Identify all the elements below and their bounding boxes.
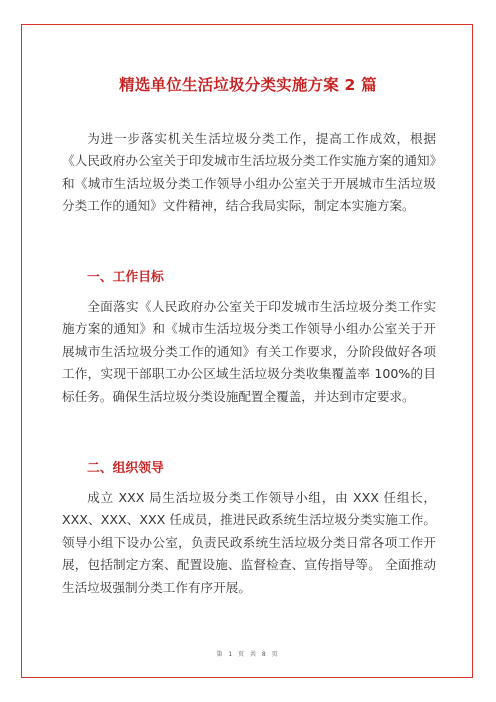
document-title: 精选单位生活垃圾分类实施方案 2 篇 <box>119 76 377 94</box>
section-body-goals: 全面落实《人民政府办公室关于印发城市生活垃圾分类工作实施方案的通知》和《城市生活垃圾分类工作领导小组办公室关于开展城市生活垃圾分类工作的通知》有关工作要求，分阶段做好各项工作，实现干部职工办公区域生活垃圾分类收集覆盖率 100%的目标任务。确保生活垃圾分类设施配置全覆盖，并达到市定要求。 <box>62 299 436 404</box>
section-body-organization: 成立 XXX 局生活垃圾分类工作领导小组，由 XXX 任组长，XXX、XXX、XXX 任成员，推进民政系统生活垃圾分类实施工作。领导小组下设办公室，负责民政系统生活垃圾分类日常各项工作开展，包括制定方案、配置设施、监督检查、宣传指导等。 全面推动生活垃圾强制分类工作有序开展。 <box>62 490 436 595</box>
section-heading-goals: 一、工作目标 <box>87 270 164 285</box>
intro-paragraph: 为进一步落实机关生活垃圾分类工作，提高工作成效，根据《人民政府办公室关于印发城市生活垃圾分类工作实施方案的通知》和《城市生活垃圾分类工作领导小组办公室关于开展城市生活垃圾分类工作的通知》文件精神，结合我局实际，制定本实施方案。 <box>62 131 436 214</box>
page-number-footer: 第 1 页 共 8 页 <box>216 651 280 658</box>
section-heading-organization: 二、组织领导 <box>87 461 164 476</box>
